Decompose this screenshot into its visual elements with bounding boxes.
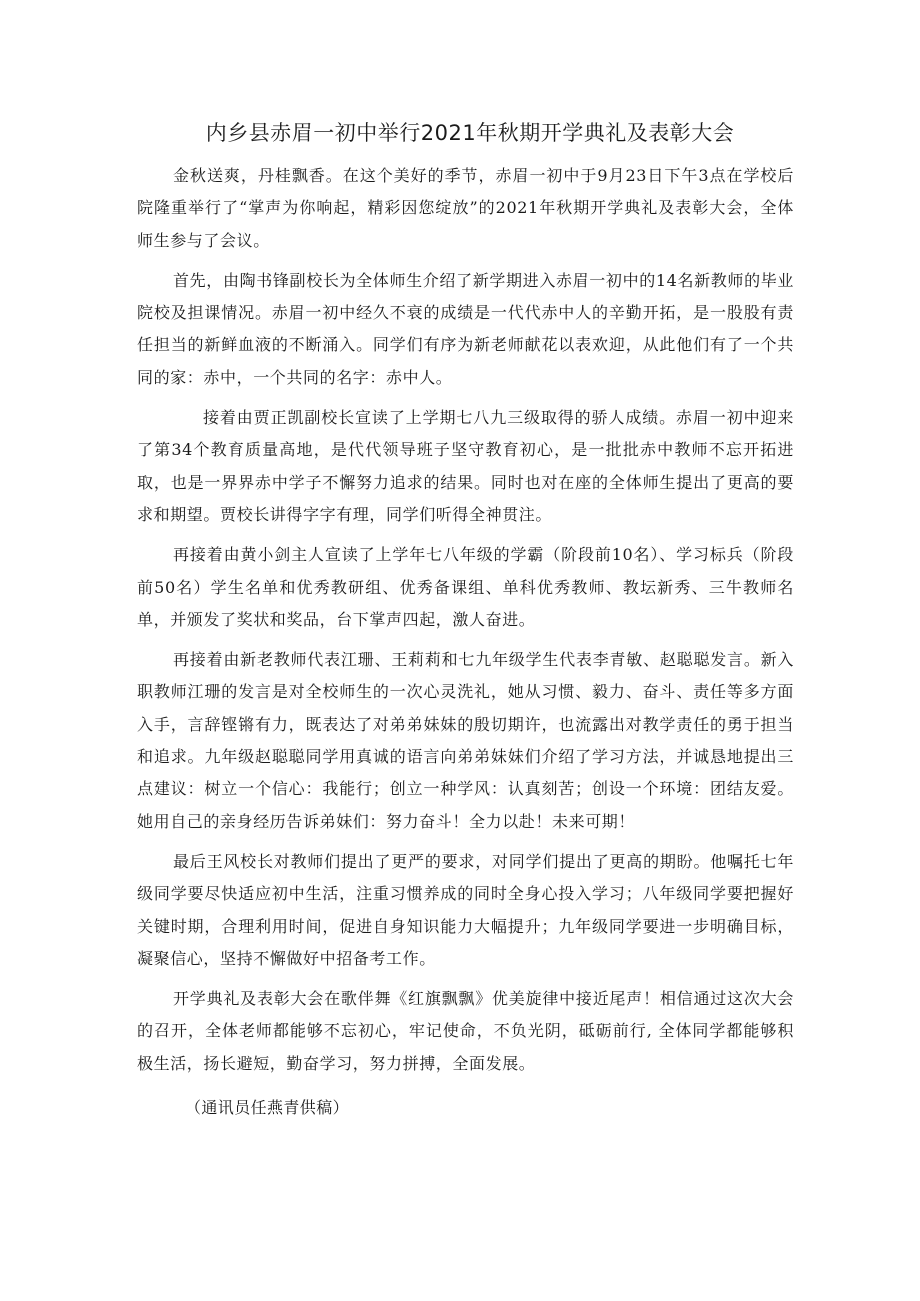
article-body xyxy=(137,160,794,1124)
paragraph-awards: 再接着由黄小剑主人宣读了上学年七八年级的学霸（阶段前10名）、学习标兵（阶段前50名）学生名单和优秀教研组、优秀备课组、单科优秀教师、教坛新秀、三牛教师名单，并颁发了奖状和奖品，台下掌声四起，激人奋进。 xyxy=(137,545,794,629)
paragraph-closing: 开学典礼及表彰大会在歌伴舞《红旗飘飘》优美旋律中接近尾声！相信通过这次大会的召开，全体老师都能够不忘初心，牢记使命，不负光阴，砥砺前行, 全体同学都能够积极生活，扬长避短，勤奋学习，努力拼搏，全面发展。 xyxy=(137,989,794,1073)
paragraph-new-teachers: 首先，由陶书锋副校长为全体师生介绍了新学期进入赤眉一初中的14名新教师的毕业院校及担课情况。赤眉一初中经久不衰的成绩是一代代赤中人的辛勤开拓，是一股股有责任担当的新鲜血液的不断涌入。同学们有序为新老师献花以表欢迎，从此他们有了一个共同的家：赤中，一个共同的名字：赤中人。 xyxy=(137,270,794,387)
article-credit: （通讯员任燕青供稿） xyxy=(185,1098,350,1118)
paragraph-principal: 最后王风校长对教师们提出了更严的要求，对同学们提出了更高的期盼。他嘱托七年级同学要尽快适应初中生活，注重习惯养成的同时全身心投入学习；八年级同学要把握好关键时期，合理利用时间，促进自身知识能力大幅提升；九年级同学要进一步明确目标，凝聚信心，坚持不懈做好中招备考工作。 xyxy=(137,851,794,968)
paragraph-intro: 金秋送爽，丹桂飘香。在这个美好的季节，赤眉一初中于9月23日下午3点在学校后院隆重举行了“掌声为你响起，精彩因您绽放”的2021年秋期开学典礼及表彰大会，全体师生参与了会议。 xyxy=(137,166,794,250)
article-title: 内乡县赤眉一初中举行2021年秋期开学典礼及表彰大会 xyxy=(205,121,735,145)
paragraph-speeches: 再接着由新老教师代表江珊、王莉莉和七九年级学生代表李青敏、赵聪聪发言。新入职教师江珊的发言是对全校师生的一次心灵洗礼，她从习惯、毅力、奋斗、责任等多方面入手，言辞铿锵有力，既表达了对弟弟妹妹的殷切期许，也流露出对教学责任的勇于担当和追求。九年级赵聪聪同学用真诚的语言向弟弟妹妹们介绍了学习方法，并诚恳地提出三点建议：树立一个信心：我能行；创立一种学风：认真刻苦；创设一个环境：团结友爱。她用自己的亲身经历告诉弟妹们：努力奋斗！全力以赴！未来可期！ xyxy=(137,650,794,831)
paragraph-achievements: 接着由贾正凯副校长宣读了上学期七八九三级取得的骄人成绩。赤眉一初中迎来了第34个教育质量高地，是代代领导班子坚守教育初心，是一批批赤中教师不忘开拓进取，也是一界界赤中学子不懈努力追求的结果。同时也对在座的全体师生提出了更高的要求和期望。贾校长讲得字字有理，同学们听得全神贯注。 xyxy=(137,408,794,524)
